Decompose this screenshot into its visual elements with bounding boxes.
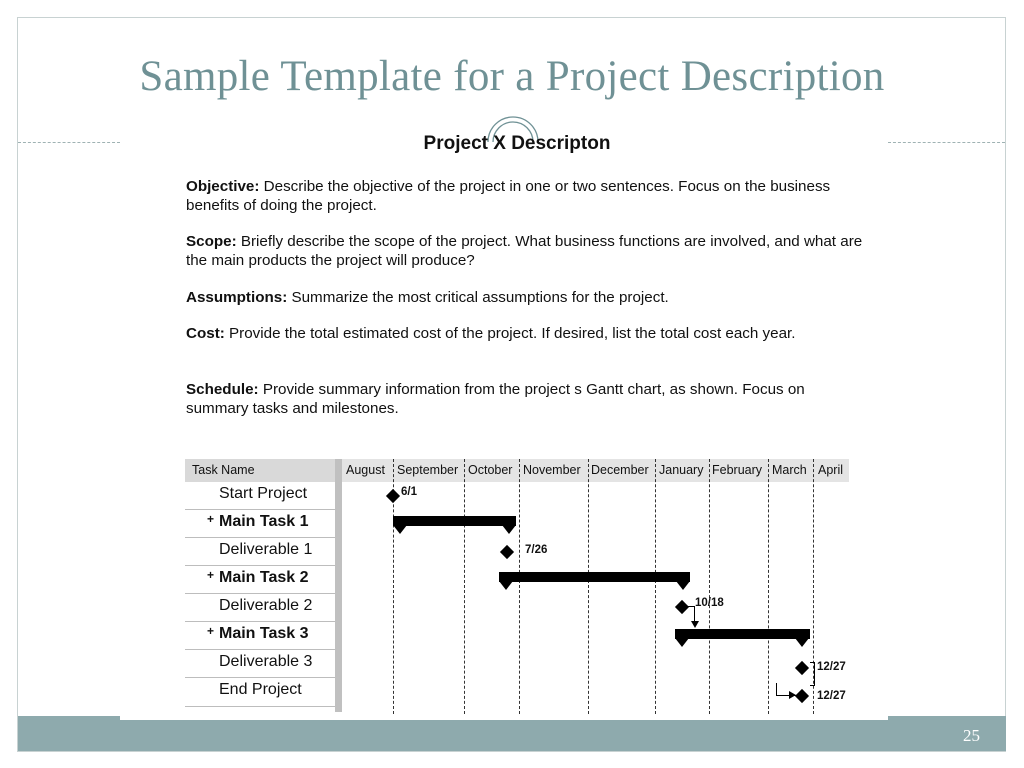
summary-task-bar xyxy=(499,572,690,582)
milestone-label: 12/27 xyxy=(817,690,846,702)
milestone-label: 10/18 xyxy=(695,597,724,609)
month-label: January xyxy=(659,463,704,477)
month-gridline xyxy=(768,459,769,714)
row-divider xyxy=(185,649,335,650)
task-name: Deliverable 1 xyxy=(219,541,313,558)
milestone-diamond-icon xyxy=(386,489,400,503)
dependency-connector xyxy=(810,662,815,686)
task-name: Main Task 2 xyxy=(219,569,309,586)
milestone-label: 6/1 xyxy=(401,486,417,498)
paragraph-cost xyxy=(186,324,866,343)
row-divider xyxy=(185,509,335,510)
expand-plus-icon[interactable]: + xyxy=(207,568,215,582)
milestone-diamond-icon xyxy=(675,600,689,614)
row-divider xyxy=(185,677,335,678)
month-label: December xyxy=(591,463,649,477)
summary-bar-end xyxy=(675,638,689,647)
month-label: April xyxy=(818,463,844,477)
paragraph-objective xyxy=(186,177,866,215)
row-divider xyxy=(185,706,335,707)
task-name-header: Task Name xyxy=(192,463,255,477)
task-name: Deliverable 2 xyxy=(219,597,313,614)
paragraph-label: Assumptions: xyxy=(186,289,288,306)
month-gridline xyxy=(709,459,710,714)
month-label: October xyxy=(468,463,513,477)
summary-bar-end xyxy=(676,581,690,590)
footer-band xyxy=(18,716,1006,751)
gantt-task-header xyxy=(185,459,335,482)
month-gridline xyxy=(588,459,589,714)
paragraph-label: Objective: xyxy=(186,178,260,195)
milestone-label: 12/27 xyxy=(817,661,846,673)
task-name: Start Project xyxy=(219,485,308,502)
task-name: Main Task 3 xyxy=(219,625,309,642)
arrow-down-icon xyxy=(691,621,699,628)
paragraph-text: Provide the total estimated cost of the project. If desired, list the total cost each year. xyxy=(224,325,796,342)
paragraph-text: Briefly describe the scope of the project. What business functions are involved, and what are the main products the project will produce? xyxy=(186,233,863,269)
gantt-chart xyxy=(185,459,849,714)
month-label: November xyxy=(523,463,581,477)
month-label: August xyxy=(346,463,385,477)
row-divider xyxy=(185,537,335,538)
milestone-diamond-icon xyxy=(795,661,809,675)
paragraph-text: Provide summary information from the project s Gantt chart, as shown. Focus on summary tasks and milestones. xyxy=(186,381,805,417)
month-label: February xyxy=(712,463,763,477)
paragraph-text: Describe the objective of the project in one or two sentences. Focus on the business benefits of doing the project. xyxy=(186,178,831,214)
paragraph-label: Scope: xyxy=(186,233,237,250)
month-gridline xyxy=(655,459,656,714)
paragraph-text: Summarize the most critical assumptions for the project. xyxy=(287,289,669,306)
expand-plus-icon[interactable]: + xyxy=(207,624,215,638)
month-label: September xyxy=(397,463,459,477)
paragraph-schedule xyxy=(186,380,866,418)
row-divider xyxy=(185,593,335,594)
paragraph-assumptions xyxy=(186,288,866,307)
summary-bar-end xyxy=(795,638,809,647)
month-gridline xyxy=(519,459,520,714)
row-divider xyxy=(185,565,335,566)
summary-bar-end xyxy=(393,525,407,534)
gantt-separator xyxy=(335,459,342,712)
page-number: 25 xyxy=(963,726,980,745)
task-name: End Project xyxy=(219,681,302,698)
expand-plus-icon[interactable]: + xyxy=(207,512,215,526)
summary-task-bar xyxy=(675,629,810,639)
task-name: Main Task 1 xyxy=(219,513,309,530)
month-gridline xyxy=(464,459,465,714)
paragraph-label: Cost: xyxy=(186,325,225,342)
slide-title: Sample Template for a Project Description xyxy=(139,53,885,100)
month-label: March xyxy=(772,463,807,477)
milestone-diamond-icon xyxy=(500,545,514,559)
document-heading: Project X Descripton xyxy=(423,133,611,154)
task-name: Deliverable 3 xyxy=(219,653,313,670)
paragraph-label: Schedule: xyxy=(186,381,259,398)
summary-task-bar xyxy=(393,516,516,526)
row-divider xyxy=(185,621,335,622)
milestone-label: 7/26 xyxy=(525,544,548,556)
paragraph-scope xyxy=(186,232,866,270)
summary-bar-end xyxy=(502,525,516,534)
summary-bar-end xyxy=(499,581,513,590)
